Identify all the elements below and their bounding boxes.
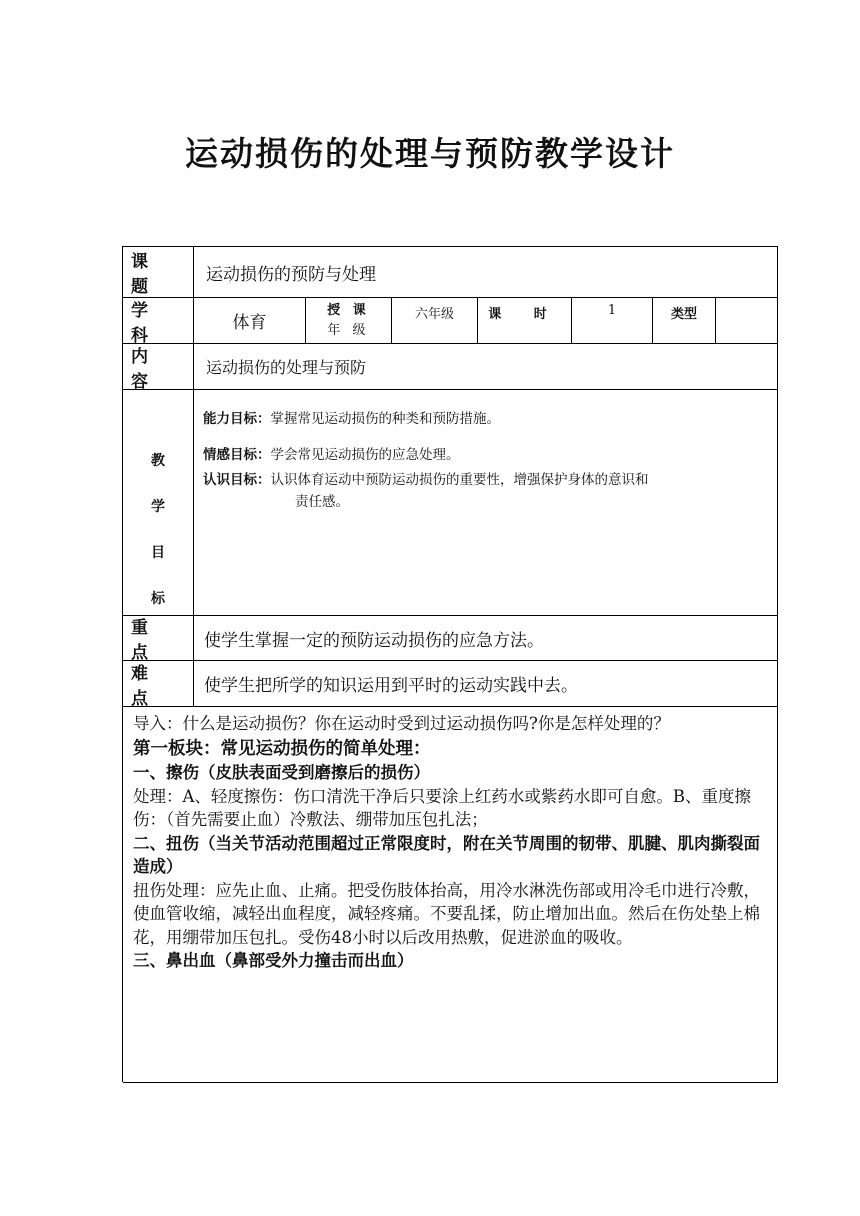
page-title: 运动损伤的处理与预防教学设计 [185,134,675,173]
difficulty-row [123,661,778,707]
type-value [716,298,778,343]
body-row [123,707,778,1083]
hours-label: 课 时 [478,298,572,343]
grade-label-line1: 授 课 [327,303,370,318]
objectives-content [194,390,778,615]
objectives-label-char-2: 学 [151,499,165,515]
info-row [123,298,778,344]
objective-cognition-text-cont: 责任感。 [295,494,349,510]
sprain-treatment: 扭伤处理：应先止血、止痛。把受伤肢体抬高，用冷水淋洗伤部或用冷毛巾进行冷敷，使血管收缩，减轻出血程度，减轻疼痛。不要乱揉，防止增加出血。然后在伤处垫上棉花，用绷带加压包扎。受伤48小时以后改用热敷，促进淤血的吸收。 [133,880,760,947]
content-label: 内 容 [123,344,194,389]
topic-value: 运动损伤的预防与处理 [194,247,778,297]
topic-row [123,247,778,298]
objective-ability-label: 能力目标： [203,411,271,427]
objectives-label [123,390,194,615]
objective-emotion-text: 学会常见运动损伤的应急处理。 [270,447,460,463]
objective-emotion [203,443,460,463]
abrasion-heading: 一、擦伤（皮肤表面受到磨擦后的损伤） [133,763,430,782]
key-point-row [123,616,778,661]
grade-label [306,298,392,343]
content-value: 运动损伤的处理与预防 [194,344,778,389]
content-row [123,344,778,390]
grade-value: 六年级 [392,298,478,343]
objective-cognition-label: 认识目标： [203,472,271,488]
subject-value: 体育 [194,298,306,343]
key-point-label: 重 点 [123,616,194,660]
intro-text: 导入：什么是运动损伤？你在运动时受到过运动损伤吗?你是怎样处理的？ [133,714,670,733]
objectives-row [123,390,778,616]
objective-cognition-text: 认识体育运动中预防运动损伤的重要性，增强保护身体的意识和 [270,472,649,488]
objective-ability [203,407,500,427]
objectives-label-char-3: 目 [151,545,165,561]
abrasion-treatment: 处理：A、轻度擦伤：伤口清洗干净后只要涂上红药水或紫药水即可自愈。B、重度擦伤：（首先需要止血）冷敷法、绷带加压包扎法； [133,786,752,829]
nosebleed-heading: 三、鼻出血（鼻部受外力撞击而出血） [133,951,414,970]
body-cell [123,707,778,1082]
objective-emotion-label: 情感目标： [203,447,271,463]
sprain-heading: 二、扭伤（当关节活动范围超过正常限度时，附在关节周围的韧带、肌腱、肌肉撕裂面造成） [133,833,760,876]
lesson-body [133,712,771,973]
grade-label-line2: 年 级 [327,323,370,338]
objectives-label-char-4: 标 [151,591,165,607]
type-label: 类型 [653,298,716,343]
key-point-value: 使学生掌握一定的预防运动损伤的应急方法。 [194,616,778,660]
objective-ability-text: 掌握常见运动损伤的种类和预防措施。 [270,411,500,427]
objectives-label-char-1: 教 [151,453,165,469]
hours-value: 1 [572,298,653,343]
section-1-heading: 第一板块：常见运动损伤的简单处理： [133,738,431,759]
difficulty-value: 使学生把所学的知识运用到平时的运动实践中去。 [194,661,778,706]
lesson-plan-table [122,246,778,1082]
subject-label: 学 科 [123,298,194,343]
objective-cognition [203,469,777,513]
difficulty-label: 难 点 [123,661,194,706]
topic-label: 课 题 [123,247,194,297]
